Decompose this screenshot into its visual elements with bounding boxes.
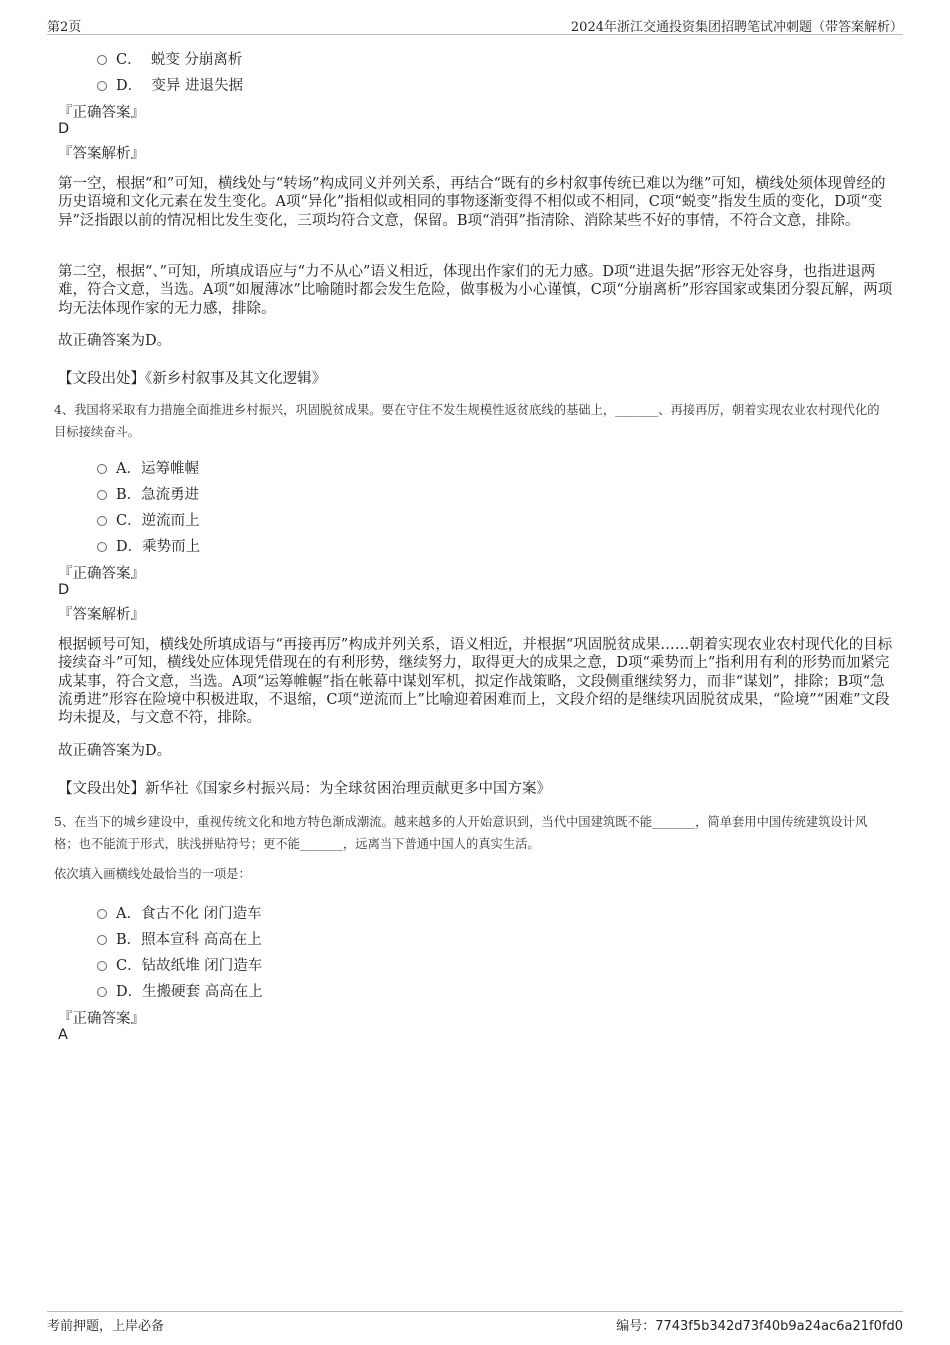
- radio-icon[interactable]: [97, 542, 107, 552]
- footer-slogan: 考前押题，上岸必备: [47, 1319, 165, 1334]
- analysis-label: 『答案解析』: [58, 146, 145, 162]
- option-c[interactable]: C． 蜕变 分崩离析: [97, 48, 242, 69]
- source-citation: 【文段出处】新华社《国家乡村振兴局：为全球贫困治理贡献更多中国方案》: [58, 781, 551, 797]
- option-c[interactable]: C．逆流而上: [97, 509, 200, 530]
- answer-value: A: [58, 1027, 68, 1043]
- option-a[interactable]: A．运筹帷幄: [97, 457, 199, 478]
- radio-icon[interactable]: [97, 464, 107, 474]
- radio-icon[interactable]: [97, 490, 107, 500]
- answer-value: D: [58, 582, 70, 598]
- answer-value: D: [58, 121, 70, 137]
- answer-label: 『正确答案』: [58, 566, 145, 582]
- answer-label: 『正确答案』: [58, 105, 145, 121]
- conclusion: 故正确答案为D。: [58, 333, 172, 349]
- option-c[interactable]: C．钻故纸堆 闭门造车: [97, 954, 262, 975]
- question-text: 4、我国将采取有力措施全面推进乡村振兴，巩固脱贫成果。要在守住不发生规模性返贫底线的基础上，_______、再接再厉，朝着实现农业农村现代化的目标接续奋斗。: [54, 403, 880, 439]
- analysis-paragraph: 第一空，根据“和”可知，横线处与“转场”构成同义并列关系，再结合“既有的乡村叙事传统已难以为继”可知，横线处须体现曾经的历史语境和文化元素在发生变化。A项“异化”指相似或相同的事物逐渐变得不相似或不相同，C项“蜕变”指发生质的变化，D项“变异”泛指跟以前的情况相比发生变化，三项均符合文意，保留。B项“消弭”指清除、消除某些不好的事情，不符合文意，排除。: [58, 176, 886, 229]
- page-footer: [47, 1311, 903, 1336]
- radio-icon[interactable]: [97, 516, 107, 526]
- page-number: 第2页: [47, 20, 82, 35]
- option-b[interactable]: B．急流勇进: [97, 483, 199, 504]
- page-header: [47, 14, 903, 35]
- radio-icon[interactable]: [97, 909, 107, 919]
- option-b[interactable]: B．照本宣科 高高在上: [97, 928, 262, 949]
- radio-icon[interactable]: [97, 55, 107, 65]
- document-title: 2024年浙江交通投资集团招聘笔试冲刺题（带答案解析）: [570, 20, 903, 35]
- radio-icon[interactable]: [97, 987, 107, 997]
- radio-icon[interactable]: [97, 961, 107, 971]
- analysis-paragraph: 第二空，根据“、”可知，所填成语应与“力不从心”语义相近，体现出作家们的无力感。D项“进退失据”形容无处容身，也指进退两难，符合文意，当选。A项“如履薄冰”比喻随时都会发生危险，做事极为小心谨慎，C项“分崩离析”形容国家或集团分裂瓦解，两项均无法体现作家的无力感，排除。: [58, 264, 893, 317]
- conclusion: 故正确答案为D。: [58, 743, 172, 759]
- analysis-paragraph: 根据顿号可知，横线处所填成语与“再接再厉”构成并列关系，语义相近，并根据“巩固脱贫成果……朝着实现农业农村现代化的目标接续奋斗”可知，横线处应体现凭借现在的有利形势，继续努力，取得更大的成果之意，D项“乘势而上”指利用有利的形势而加紧完成某事，符合文意，当选。A项“运筹帷幄”指在帐幕中谋划军机，拟定作战策略，文段侧重继续努力，而非“谋划”，排除；B项“急流勇进”形容在险境中积极进取，不退缩，C项“逆流而上”比喻迎着困难而上，文段介绍的是继续巩固脱贫成果，“险境”“困难”文段均未提及，与文意不符，排除。: [58, 637, 893, 727]
- answer-label: 『正确答案』: [58, 1011, 145, 1027]
- option-a[interactable]: A．食古不化 闭门造车: [97, 902, 262, 923]
- analysis-label: 『答案解析』: [58, 607, 145, 623]
- source-citation: 【文段出处】《新乡村叙事及其文化逻辑》: [58, 371, 327, 387]
- radio-icon[interactable]: [97, 81, 107, 91]
- option-d[interactable]: D．生搬硬套 高高在上: [97, 980, 263, 1001]
- option-d[interactable]: D．乘势而上: [97, 535, 200, 556]
- question-text: 5、在当下的城乡建设中，重视传统文化和地方特色渐成潮流。越来越多的人开始意识到，当代中国建筑既不能_______，简单套用中国传统建筑设计风格；也不能流于形式，肤浅拼贴符号；更不能_______，远离当下普通中国人的真实生活。: [54, 815, 868, 851]
- document-code: 编号：7743f5b342d73f40b9a24ac6a21f0fd0: [616, 1319, 903, 1334]
- radio-icon[interactable]: [97, 935, 107, 945]
- question-prompt: 依次填入画横线处最恰当的一项是：: [54, 867, 251, 881]
- option-d[interactable]: D． 变异 进退失据: [97, 74, 243, 95]
